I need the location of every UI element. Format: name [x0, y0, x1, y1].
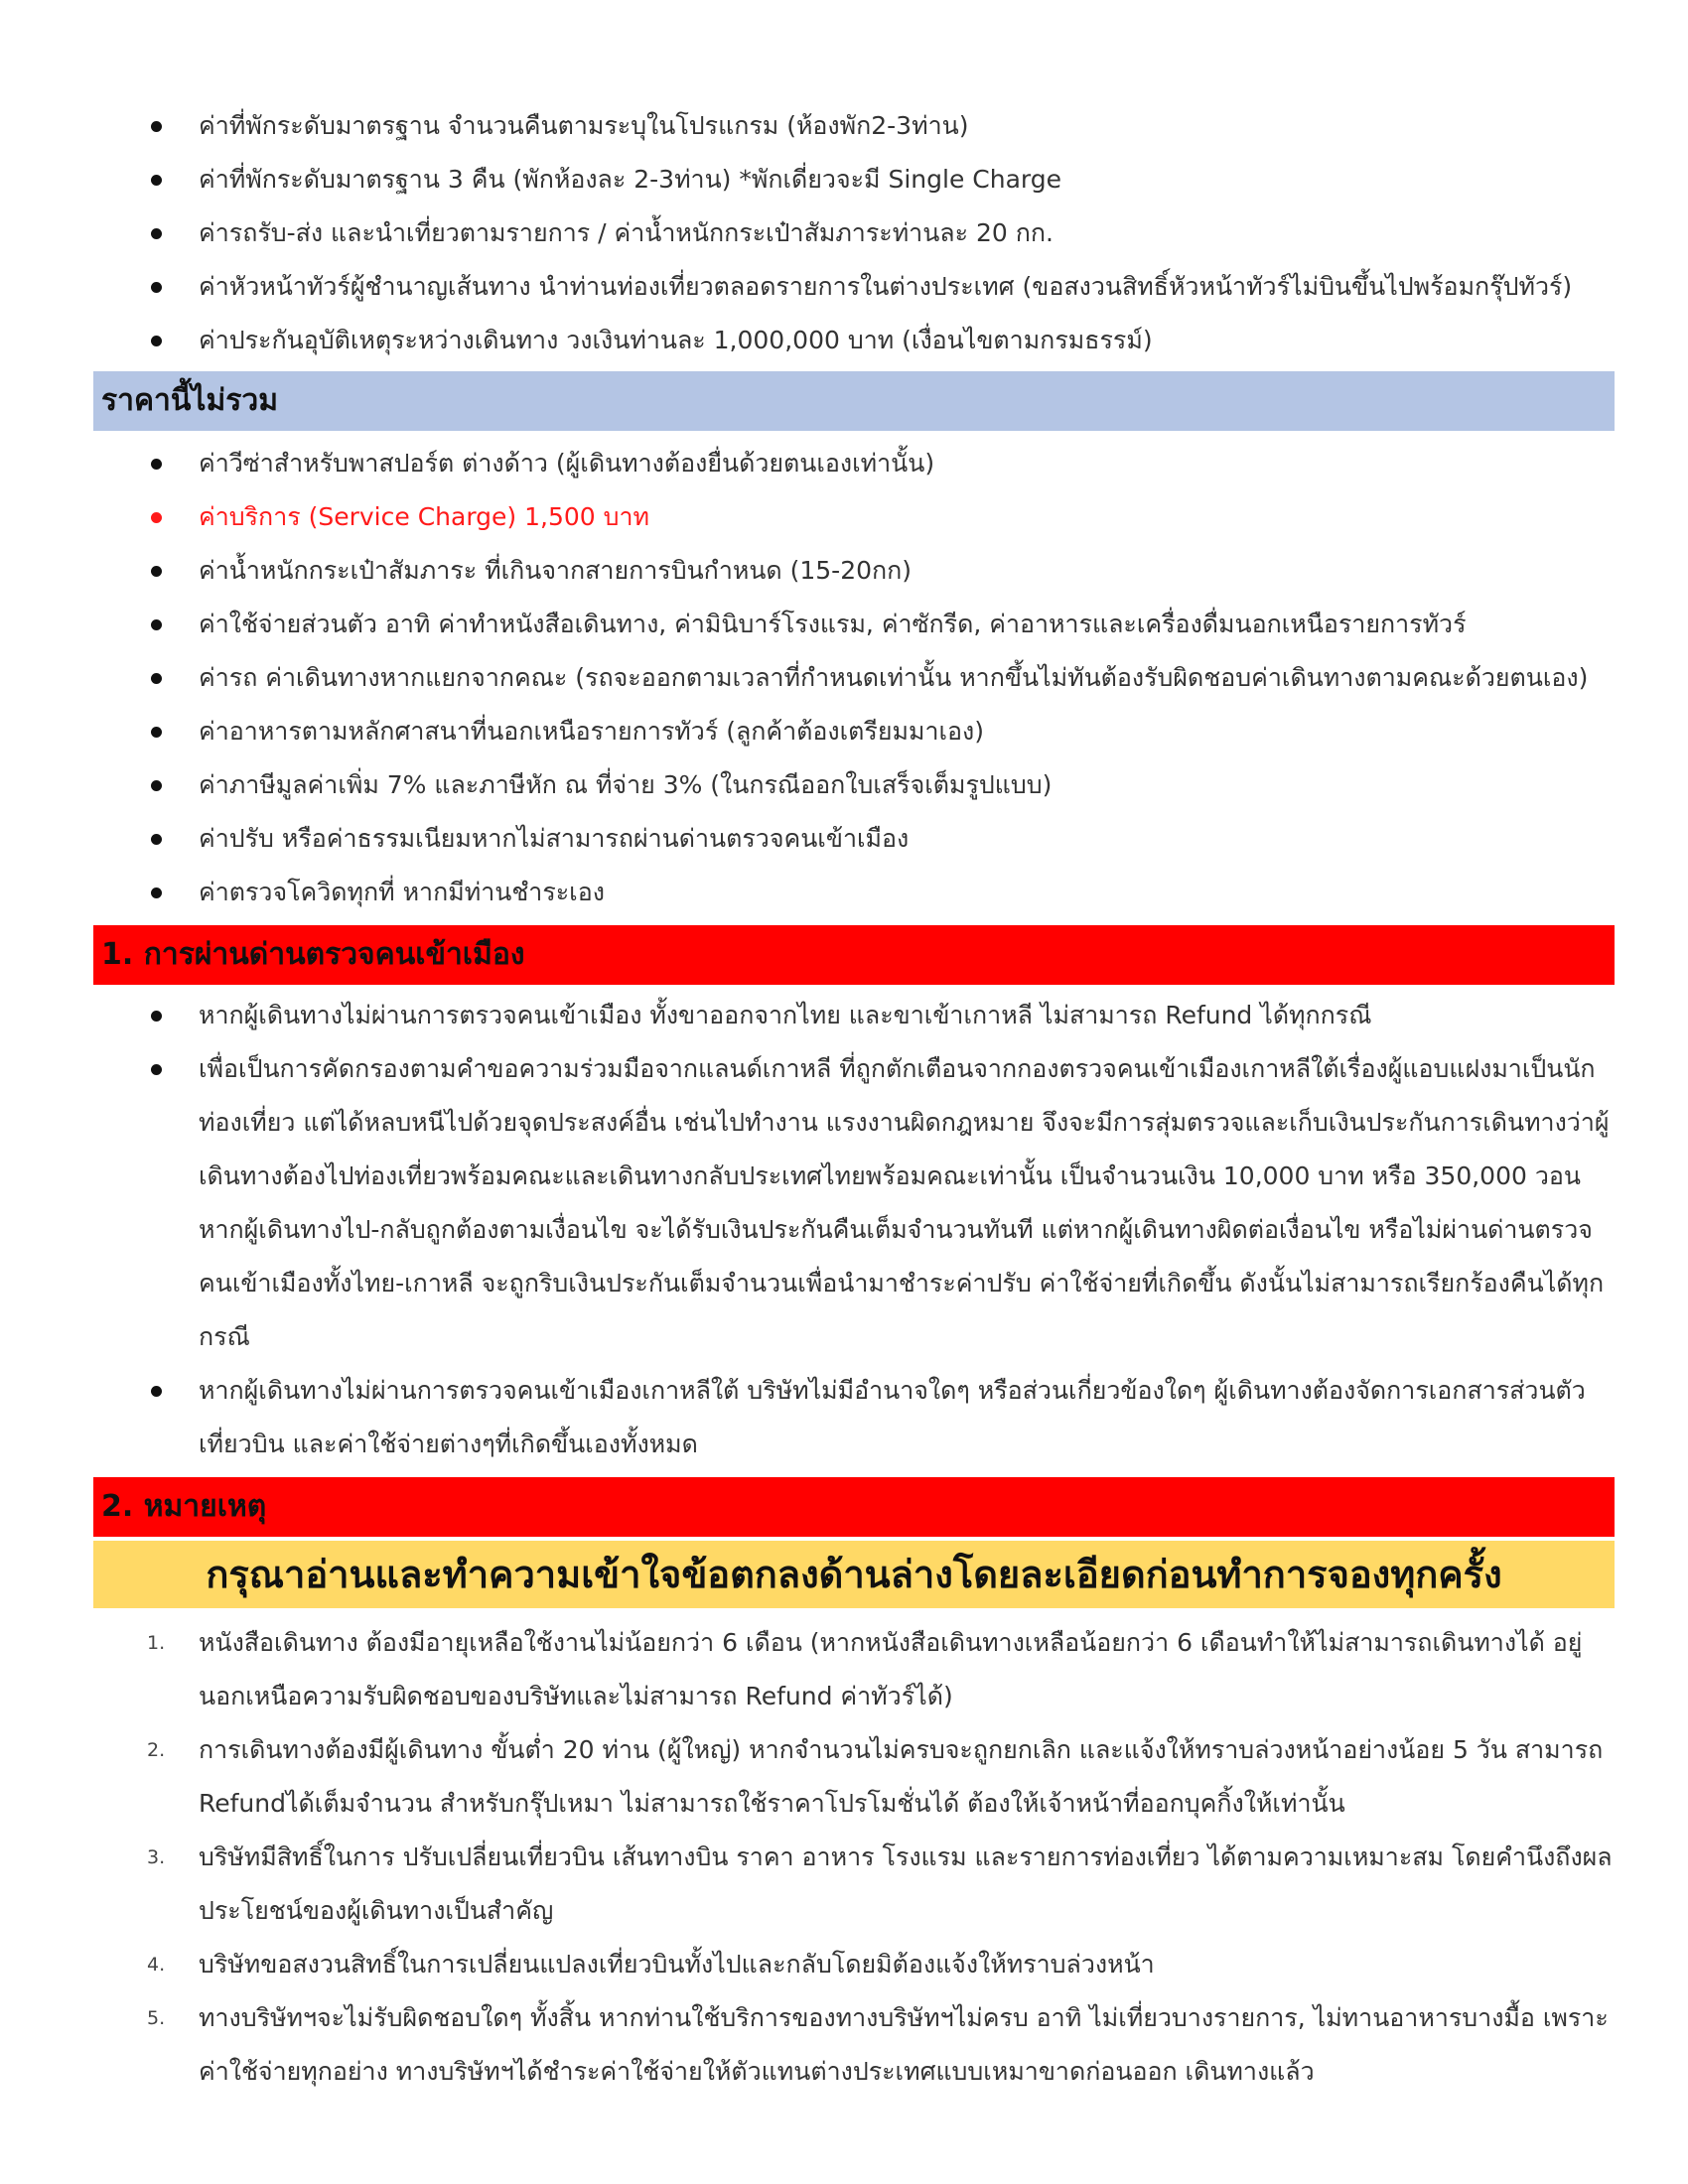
list-item: ค่าที่พักระดับมาตรฐาน 3 คืน (พักห้องละ 2-3ท่าน) *พักเดี่ยวจะมี Single Charge [93, 153, 1615, 206]
list-item: ค่ารถ ค่าเดินทางหากแยกจากคณะ (รถจะออกตามเวลาที่กำหนดเท่านั้น หากขึ้นไม่ทันต้องรับผิดชอบค่าเดินทางตามคณะด้วยตนเอง) [93, 651, 1615, 705]
item-text: บริษัทมีสิทธิ์ในการ ปรับเปลี่ยนเที่ยวบิน เส้นทางบิน ราคา อาหาร โรงแรม และรายการท่องเที่ยว ได้ตามความเหมาะสม โดยคำนึงถึงผลประโยชน์ของผู้เดินทางเป็นสำคัญ [199, 1843, 1613, 1925]
section-header-remarks: 2. หมายเหตุ [93, 1477, 1615, 1537]
item-number: 1. [147, 1632, 166, 1654]
list-item: ค่าปรับ หรือค่าธรรมเนียมหากไม่สามารถผ่านด่านตรวจคนเข้าเมือง [93, 812, 1615, 866]
remarks-list [93, 1616, 1615, 2099]
numbered-item [93, 1723, 1615, 1831]
list-item: ค่าหัวหน้าทัวร์ผู้ชำนาญเส้นทาง นำท่านท่องเที่ยวตลอดรายการในต่างประเทศ (ขอสงวนสิทธิ์หัวหน้าทัวร์ไม่บินขึ้นไปพร้อมกรุ๊ปทัวร์) [93, 260, 1615, 314]
list-item: หากผู้เดินทางไม่ผ่านการตรวจคนเข้าเมือง ทั้งขาออกจากไทย และขาเข้าเกาหลี ไม่สามารถ Refund ได้ทุกกรณี [93, 989, 1615, 1042]
section-header-not-included: ราคานี้ไม่รวม [93, 371, 1615, 431]
item-text: บริษัทขอสงวนสิทธิ์ในการเปลี่ยนแปลงเที่ยวบินทั้งไปและกลับโดยมิต้องแจ้งให้ทราบล่วงหน้า [199, 1950, 1155, 1979]
numbered-item [93, 1616, 1615, 1723]
item-number: 4. [147, 1954, 166, 1976]
item-number: 2. [147, 1739, 166, 1761]
list-item: ค่าที่พักระดับมาตรฐาน จำนวนคืนตามระบุในโปรแกรม (ห้องพัก2-3ท่าน) [93, 99, 1615, 153]
not-included-list [93, 437, 1615, 919]
item-text: การเดินทางต้องมีผู้เดินทาง ขั้นต่ำ 20 ท่าน (ผู้ใหญ่) หากจำนวนไม่ครบจะถูกยกเลิก และแจ้งให้ทราบล่วงหน้าอย่างน้อย 5 วัน สามารถ Refundได้เต็มจำนวน สำหรับกรุ๊ปเหมา ไม่สามารถใช้ราคาโปรโมชั่นได้ ต้องให้เจ้าหน้าที่ออกบุคกิ้งให้เท่านั้น [199, 1735, 1604, 1818]
remarks-banner: กรุณาอ่านและทำความเข้าใจข้อตกลงด้านล่างโดยละเอียดก่อนทำการจองทุกครั้ง [93, 1541, 1615, 1608]
item-number: 3. [147, 1846, 166, 1868]
item-number: 5. [147, 2007, 166, 2029]
list-item: ค่ารถรับ-ส่ง และนำเที่ยวตามรายการ / ค่าน้ำหนักกระเป๋าสัมภาระท่านละ 20 กก. [93, 206, 1615, 260]
list-item: ค่าตรวจโควิดทุกที่ หากมีท่านชำระเอง [93, 866, 1615, 919]
item-text: หนังสือเดินทาง ต้องมีอายุเหลือใช้งานไม่น้อยกว่า 6 เดือน (หากหนังสือเดินทางเหลือน้อยกว่า 6 เดือนทำให้ไม่สามารถเดินทางได้ อยู่นอกเหนือความรับผิดชอบของบริษัทและไม่สามารถ Refund ค่าทัวร์ได้) [199, 1628, 1583, 1710]
document-page [93, 99, 1615, 2099]
service-charge-item: ค่าบริการ (Service Charge) 1,500 บาท [93, 490, 1615, 544]
list-item: ค่าน้ำหนักกระเป๋าสัมภาระ ที่เกินจากสายการบินกำหนด (15-20กก) [93, 544, 1615, 598]
list-item: ค่าภาษีมูลค่าเพิ่ม 7% และภาษีหัก ณ ที่จ่าย 3% (ในกรณีออกใบเสร็จเต็มรูปแบบ) [93, 758, 1615, 812]
numbered-item [93, 1991, 1615, 2099]
numbered-item [93, 1831, 1615, 1938]
item-text: ทางบริษัทฯจะไม่รับผิดชอบใดๆ ทั้งสิ้น หากท่านใช้บริการของทางบริษัทฯไม่ครบ อาทิ ไม่เที่ยวบางรายการ, ไม่ทานอาหารบางมื้อ เพราะค่าใช้จ่ายทุกอย่าง ทางบริษัทฯได้ชำระค่าใช้จ่ายให้ตัวแทนต่างประเทศแบบเหมาขาดก่อนออก เดินทางแล้ว [199, 2003, 1609, 2086]
numbered-item [93, 1938, 1615, 1991]
list-item: ค่าวีซ่าสำหรับพาสปอร์ต ต่างด้าว (ผู้เดินทางต้องยื่นด้วยตนเองเท่านั้น) [93, 437, 1615, 490]
list-item: ค่าประกันอุบัติเหตุระหว่างเดินทาง วงเงินท่านละ 1,000,000 บาท (เงื่อนไขตามกรมธรรม์) [93, 314, 1615, 367]
immigration-list [93, 989, 1615, 1471]
list-item: ค่าอาหารตามหลักศาสนาที่นอกเหนือรายการทัวร์ (ลูกค้าต้องเตรียมมาเอง) [93, 705, 1615, 758]
section-header-immigration: 1. การผ่านด่านตรวจคนเข้าเมือง [93, 925, 1615, 985]
included-list [93, 99, 1615, 367]
list-item: หากผู้เดินทางไม่ผ่านการตรวจคนเข้าเมืองเกาหลีใต้ บริษัทไม่มีอำนาจใดๆ หรือส่วนเกี่ยวข้องใดๆ ผู้เดินทางต้องจัดการเอกสารส่วนตัว เที่ยวบิน และค่าใช้จ่ายต่างๆที่เกิดขึ้นเองทั้งหมด [93, 1364, 1615, 1471]
list-item: ค่าใช้จ่ายส่วนตัว อาทิ ค่าทำหนังสือเดินทาง, ค่ามินิบาร์โรงแรม, ค่าซักรีด, ค่าอาหารและเครื่องดื่มนอกเหนือรายการทัวร์ [93, 598, 1615, 651]
list-item: เพื่อเป็นการคัดกรองตามคำขอความร่วมมือจากแลนด์เกาหลี ที่ถูกตักเตือนจากกองตรวจคนเข้าเมืองเกาหลีใต้เรื่องผู้แอบแฝงมาเป็นนักท่องเที่ยว แต่ได้หลบหนีไปด้วยจุดประสงค์อื่น เช่นไปทำงาน แรงงานผิดกฎหมาย จึงจะมีการสุ่มตรวจและเก็บเงินประกันการเดินทางว่าผู้เดินทางต้องไปท่องเที่ยวพร้อมคณะและเดินทางกลับประเทศไทยพร้อมคณะเท่านั้น เป็นจำนวนเงิน 10,000 บาท หรือ 350,000 วอน หากผู้เดินทางไป-กลับถูกต้องตามเงื่อนไข จะได้รับเงินประกันคืนเต็มจำนวนทันที แต่หากผู้เดินทางผิดต่อเงื่อนไข หรือไม่ผ่านด่านตรวจคนเข้าเมืองทั้งไทย-เกาหลี จะถูกริบเงินประกันเต็มจำนวนเพื่อนำมาชำระค่าปรับ ค่าใช้จ่ายที่เกิดขึ้น ดังนั้นไม่สามารถเรียกร้องคืนได้ทุกกรณี [93, 1042, 1615, 1364]
